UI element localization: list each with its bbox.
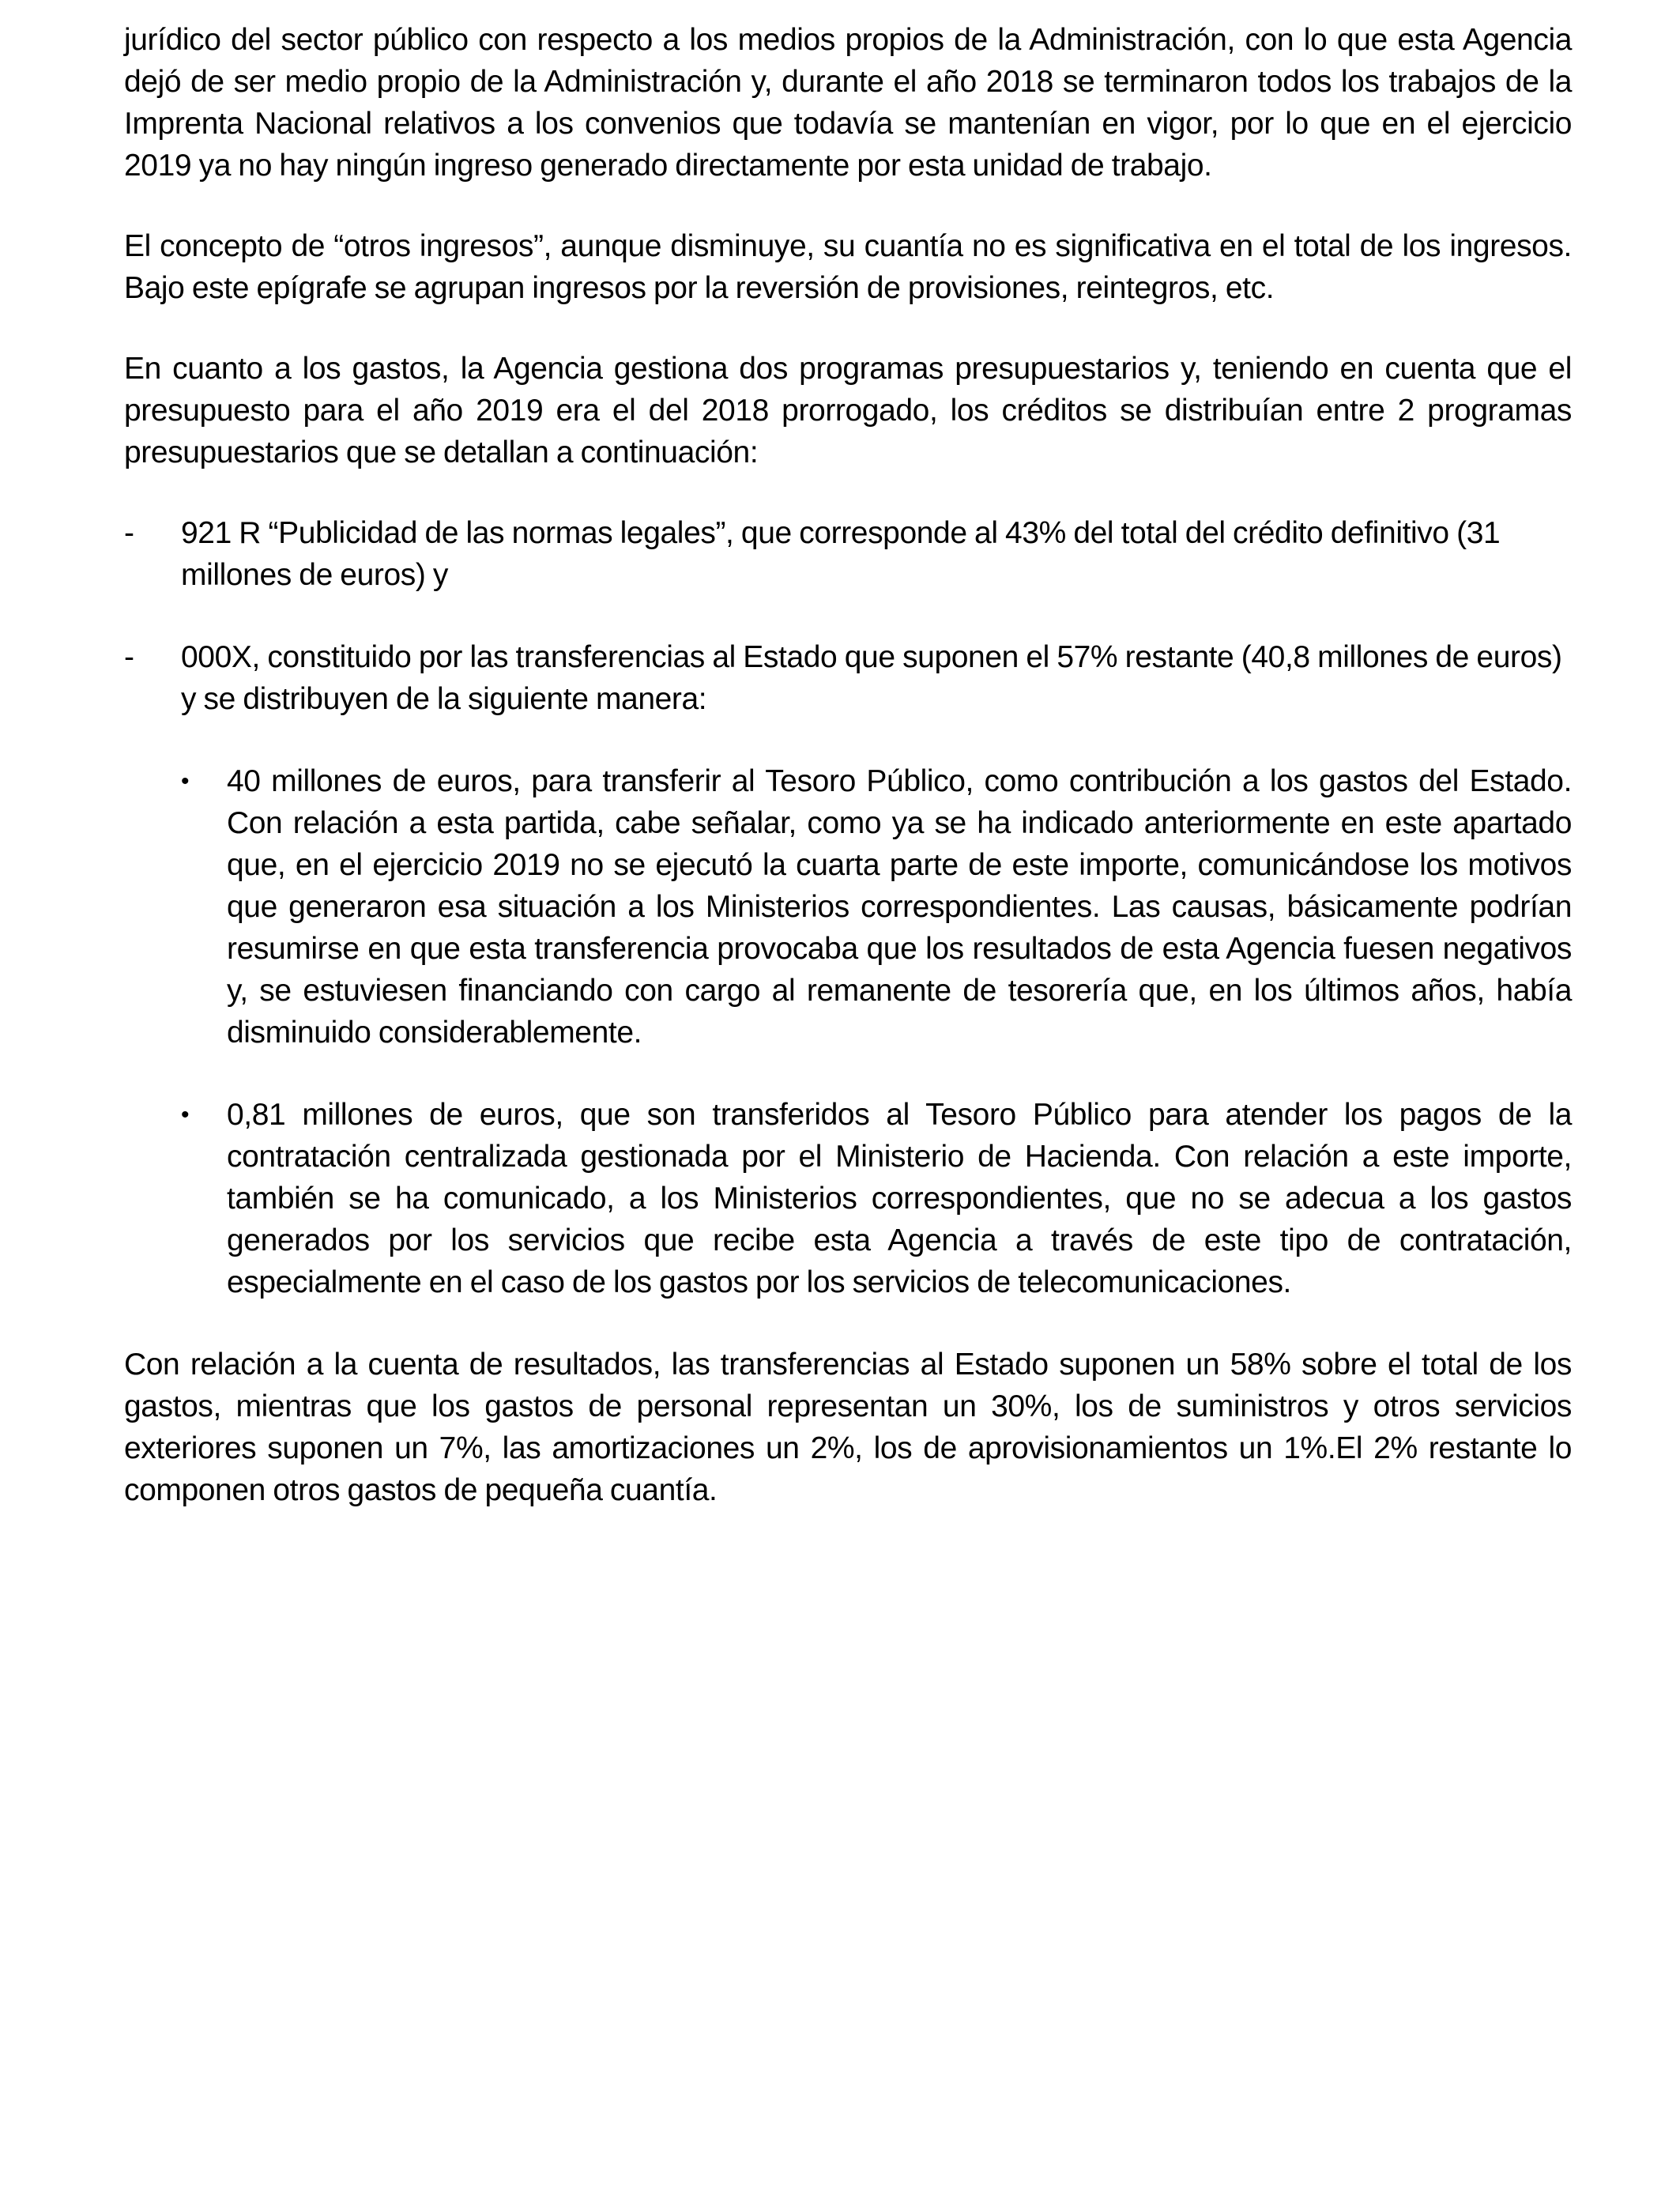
- bullet-item-text: 40 millones de euros, para transferir al Tesoro Público, como contribución a los gastos del Estado. Con relación a esta partida, cabe señalar, como ya se ha indicado anteriormente en este apartado que, en el ejercicio 2019 no se ejecutó la cuarta parte de este importe, comunicándose los motivos que generaron esa situación a los Ministerios correspondientes. Las causas, básicamente podrían resumirse en que esta transferencia provocaba que los resultados de esta Agencia fuesen negativos y, se estuviesen financiando con cargo al remanente de tesorería que, en los últimos años, había disminuido considerablemente.: [227, 764, 1572, 1050]
- paragraph-otros-ingresos: El concepto de “otros ingresos”, aunque disminuye, su cuantía no es significativa en el total de los ingresos. Bajo este epígrafe se agrupan ingresos por la reversión de provisiones, reintegros, etc.: [124, 229, 1572, 305]
- paragraph-cuenta-resultados: Con relación a la cuenta de resultados, las transferencias al Estado suponen un 58% sobre el total de los gastos, mientras que los gastos de personal representan un 30%, los de suministros y otros servicios exteriores suponen un 7%, las amortizaciones un 2%, los de aprovisionamientos un 1%.El 2% restante lo componen otros gastos de pequeña cuantía.: [124, 1348, 1572, 1507]
- paragraph-intro: jurídico del sector público con respecto a los medios propios de la Administración, con lo que esta Agencia dejó de ser medio propio de la Administración y, durante el año 2018 se terminaron todos los trabajos de la Imprenta Nacional relativos a los convenios que todavía se mantenían en vigor, por lo que en el ejercicio 2019 ya no hay ningún ingreso generado directamente por esta unidad de trabajo.: [124, 23, 1572, 183]
- bullet-marker: •: [181, 768, 190, 794]
- paragraph-gastos: En cuanto a los gastos, la Agencia gestiona dos programas presupuestarios y, teniendo en cuenta que el presupuesto para el año 2019 era el del 2018 prorrogado, los créditos se distribuían entre 2 programas presupuestarios que se detallan a continuación:: [124, 352, 1572, 469]
- bullet-marker: •: [181, 1102, 190, 1128]
- list-item-programa-000x: [124, 636, 1572, 720]
- bullet-item-40-millones: [181, 760, 1572, 1054]
- list-item-text: 000X, constituido por las transferencias al Estado que suponen el 57% restante (40,8 millones de euros) y se distribuyen de la siguiente manera:: [181, 640, 1562, 716]
- dash-marker: -: [124, 640, 134, 674]
- dash-marker: -: [124, 516, 134, 550]
- list-item-text: 921 R “Publicidad de las normas legales”, que corresponde al 43% del total del crédito definitivo (31 millones de euros) y: [181, 516, 1501, 592]
- bullet-item-081-millones: [181, 1094, 1572, 1303]
- bullet-item-text: 0,81 millones de euros, que son transferidos al Tesoro Público para atender los pagos de la contratación centralizada gestionada por el Ministerio de Hacienda. Con relación a este importe, también se ha comunicado, a los Ministerios correspondientes, que no se adecua a los gastos generados por los servicios que recibe esta Agencia a través de este tipo de contratación, especialmente en el caso de los gastos por los servicios de telecomunicaciones.: [227, 1098, 1572, 1299]
- document-page: [124, 19, 1572, 1511]
- list-item-programa-921r: [124, 512, 1572, 596]
